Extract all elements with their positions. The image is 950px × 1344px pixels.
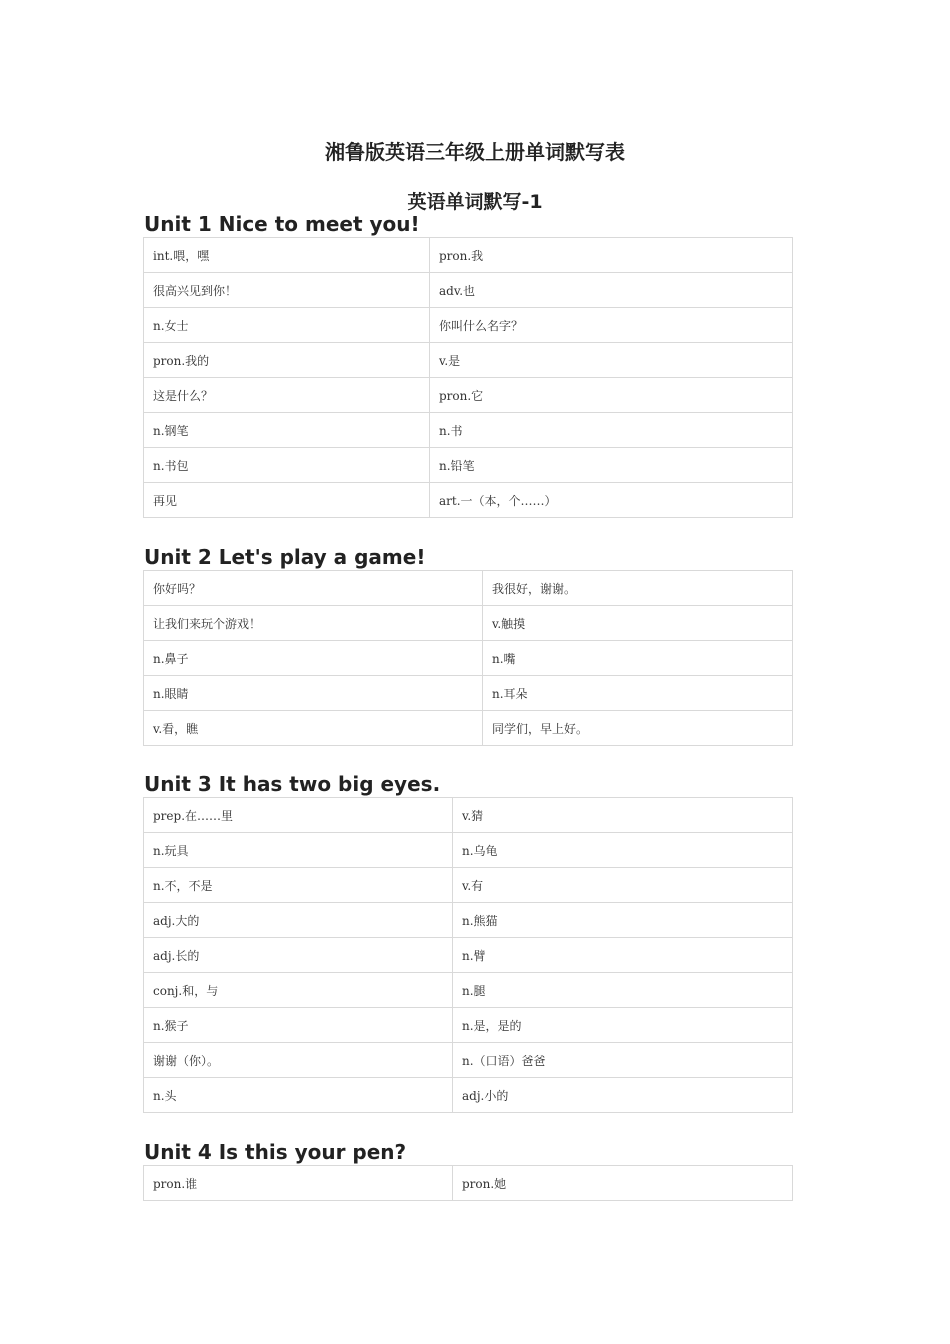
table-cell: n.眼睛 [144,676,483,711]
table-cell: 让我们来玩个游戏！ [144,606,483,641]
table-row [144,571,793,606]
table-cell: prep.在……里 [144,798,453,833]
table-cell: n.腿 [453,973,793,1008]
unit-heading: Unit 4 Is this your pen? [144,1140,407,1164]
table-row [144,798,793,833]
table-cell: 同学们，早上好。 [483,711,793,746]
unit-heading: Unit 2 Let's play a game! [144,545,426,569]
table-cell: n.玩具 [144,833,453,868]
table-cell: pron.我的 [144,343,430,378]
table-cell: conj.和，与 [144,973,453,1008]
table-cell: n.猴子 [144,1008,453,1043]
table-row [144,273,793,308]
table-cell: n.（口语）爸爸 [453,1043,793,1078]
table-cell: n.书包 [144,448,430,483]
table-row [144,1043,793,1078]
table-row [144,676,793,711]
table-row [144,938,793,973]
vocab-table-unit-2 [143,570,793,746]
table-row [144,606,793,641]
vocab-table-unit-4 [143,1165,793,1201]
table-row [144,308,793,343]
table-row [144,413,793,448]
table-cell: adj.大的 [144,903,453,938]
table-row [144,1166,793,1201]
table-cell: v.有 [453,868,793,903]
table-cell: pron.谁 [144,1166,453,1201]
table-row [144,641,793,676]
table-cell: n.钢笔 [144,413,430,448]
vocab-table-unit-3 [143,797,793,1113]
table-cell: n.熊猫 [453,903,793,938]
document-subtitle: 英语单词默写-1 [407,191,543,213]
table-cell: 这是什么？ [144,378,430,413]
table-cell: n.臂 [453,938,793,973]
table-row [144,903,793,938]
table-row [144,868,793,903]
table-cell: adj.小的 [453,1078,793,1113]
table-cell: 你好吗？ [144,571,483,606]
table-row [144,1078,793,1113]
table-cell: n.耳朵 [483,676,793,711]
table-cell: v.看，瞧 [144,711,483,746]
table-row [144,343,793,378]
table-cell: 你叫什么名字？ [430,308,793,343]
table-cell: n.女士 [144,308,430,343]
table-cell: n.铅笔 [430,448,793,483]
table-row [144,378,793,413]
table-row [144,483,793,518]
table-cell: adj.长的 [144,938,453,973]
table-row [144,833,793,868]
table-cell: n.鼻子 [144,641,483,676]
table-cell: pron.她 [453,1166,793,1201]
table-cell: v.触摸 [483,606,793,641]
table-cell: n.书 [430,413,793,448]
table-row [144,973,793,1008]
table-cell: pron.我 [430,238,793,273]
table-cell: v.是 [430,343,793,378]
table-cell: 再见 [144,483,430,518]
table-cell: 我很好，谢谢。 [483,571,793,606]
unit-heading: Unit 1 Nice to meet you! [144,212,420,236]
table-cell: n.头 [144,1078,453,1113]
unit-heading: Unit 3 It has two big eyes. [144,772,441,796]
table-cell: n.嘴 [483,641,793,676]
table-cell: art.一（本，个……） [430,483,793,518]
table-row [144,238,793,273]
document-title: 湘鲁版英语三年级上册单词默写表 [325,140,625,164]
table-row [144,1008,793,1043]
table-cell: adv.也 [430,273,793,308]
table-cell: n.是，是的 [453,1008,793,1043]
table-cell: pron.它 [430,378,793,413]
table-cell: int.喂，嘿 [144,238,430,273]
table-cell: n.不，不是 [144,868,453,903]
table-cell: v.猜 [453,798,793,833]
table-cell: 谢谢（你）。 [144,1043,453,1078]
table-cell: n.乌龟 [453,833,793,868]
table-row [144,448,793,483]
table-row [144,711,793,746]
table-cell: 很高兴见到你！ [144,273,430,308]
vocab-table-unit-1 [143,237,793,518]
